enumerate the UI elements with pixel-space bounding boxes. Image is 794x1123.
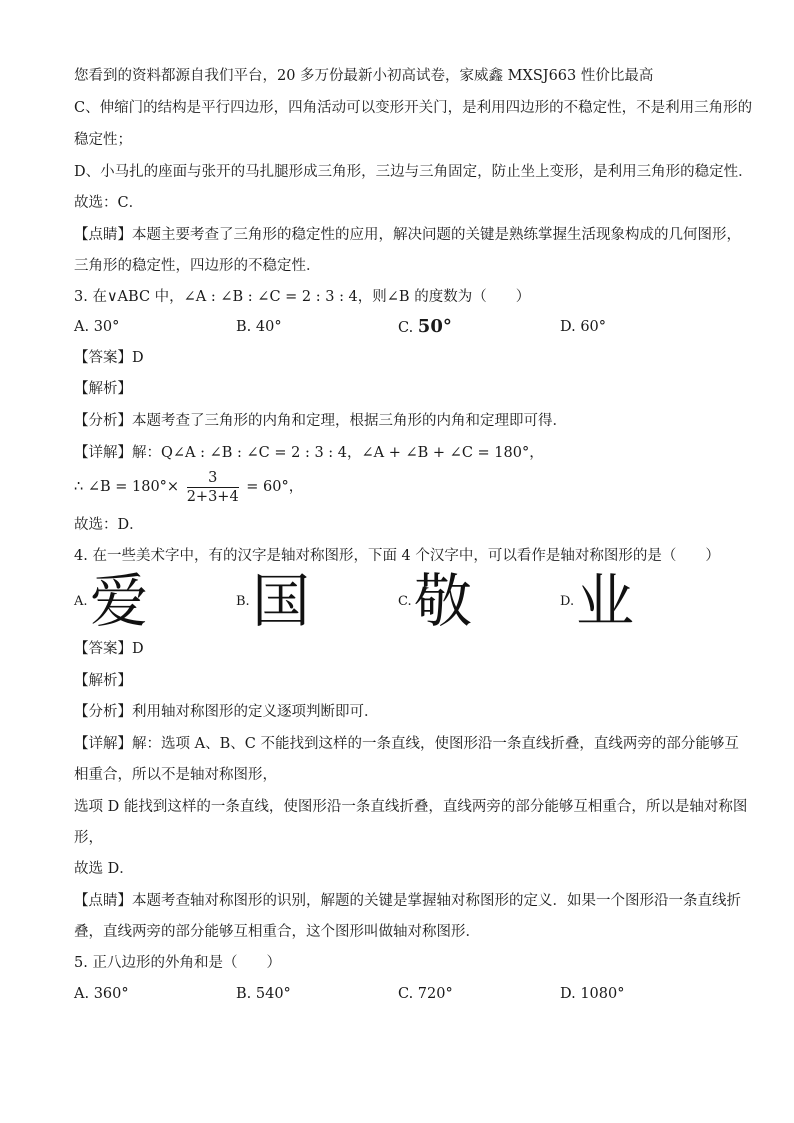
option-d-character: 业 [576,567,635,635]
choose-line: 故选：D． [74,517,144,533]
detail-line: 相重合，所以不是轴对称图形， [74,767,277,783]
option-b-label: B. [236,594,250,609]
paragraph-line: 故选：C． [74,195,144,211]
option-c: C. 720° [398,986,453,1002]
answer-label: 【答案】D [74,350,144,366]
question-5-options [74,984,724,1004]
option-a-character: 爱 [90,567,149,635]
detail-line: 选项 D 能找到这样的一条直线，使图形沿一条直线折叠，直线两旁的部分能够互相重合，所以是轴对称图 [74,799,748,815]
dianjing-line: 叠，直线两旁的部分能够互相重合，这个图形叫做轴对称图形． [74,924,480,940]
paragraph-line: 三角形的稳定性，四边形的不稳定性． [74,258,321,274]
option-a: A. 360° [74,986,129,1002]
question-4: 4. 在一些美术字中，有的汉字是轴对称图形，下面 4 个汉字中，可以看作是轴对称图形的是（ ） [74,548,720,564]
fraction-denominator: 2+3+4 [186,488,239,505]
paragraph-line: C、伸缩门的结构是平行四边形，四角活动可以变形开关门，是利用四边形的不稳定性，不是利用三角形的 [74,100,753,116]
fenxi-line: 【分析】利用轴对称图形的定义逐项判断即可． [74,704,379,720]
option-a-label: A. [74,594,88,609]
detail-line: 【详解】解：选项 A、B、C 不能找到这样的一条直线，使图形沿一条直线折叠，直线两旁的部分能够互 [74,736,739,752]
calc-suffix: = 60°， [246,479,304,495]
calculation-line [74,467,726,507]
fenxi-line: 【分析】本题考查了三角形的内角和定理，根据三角形的内角和定理即可得． [74,413,567,429]
option-c [398,317,452,338]
answer-label: 【答案】D [74,641,144,657]
option-d: D. 1080° [560,986,625,1002]
fraction [187,469,239,506]
option-c-character: 敬 [414,567,473,635]
option-c-label: C. [398,320,414,336]
question-5: 5. 正八边形的外角和是（ ） [74,955,281,971]
dianjing-line: 【点睛】本题主要考查了三角形的稳定性的应用，解决问题的关键是熟练掌握生活现象构成的几何图形， [74,227,741,243]
option-b: B. 40° [236,319,282,335]
choose-line: 故选 D． [74,861,134,877]
option-d: D. 60° [560,319,607,335]
option-d-label: D. [560,594,575,609]
option-b-character: 国 [252,567,311,635]
option-c-label: C. [398,594,412,609]
header-text: 您看到的资料都源自我们平台，20 多万份最新小初高试卷，家威鑫 MXSJ663 性价比最高 [74,68,654,84]
paragraph-line: D、小马扎的座面与张开的马扎腿形成三角形，三边与三角固定，防止坐上变形，是利用三角形的稳定性． [74,164,753,180]
option-a: A. 30° [74,319,120,335]
option-c-value: 50° [417,316,452,337]
question-3-options [74,317,724,337]
detail-line: 【详解】解：Q∠A : ∠B : ∠C = 2 : 3 : 4，∠A + ∠B + ∠C = 180°， [74,445,544,461]
question-4-options [74,567,724,635]
jiexi-label: 【解析】 [74,673,132,689]
detail-line: 形， [74,830,103,846]
jiexi-label: 【解析】 [74,381,132,397]
question-3: 3. 在∨ABC 中，∠A : ∠B : ∠C = 2 : 3 : 4，则∠B 的度数为（ ） [74,289,531,305]
paragraph-line: 稳定性； [74,132,132,148]
option-b: B. 540° [236,986,291,1002]
fraction-numerator: 3 [187,469,239,488]
calc-prefix: ∴ ∠B = 180°× [74,479,180,495]
dianjing-line: 【点睛】本题考查轴对称图形的识别，解题的关键是掌握轴对称图形的定义．如果一个图形沿一条直线折 [74,893,741,909]
